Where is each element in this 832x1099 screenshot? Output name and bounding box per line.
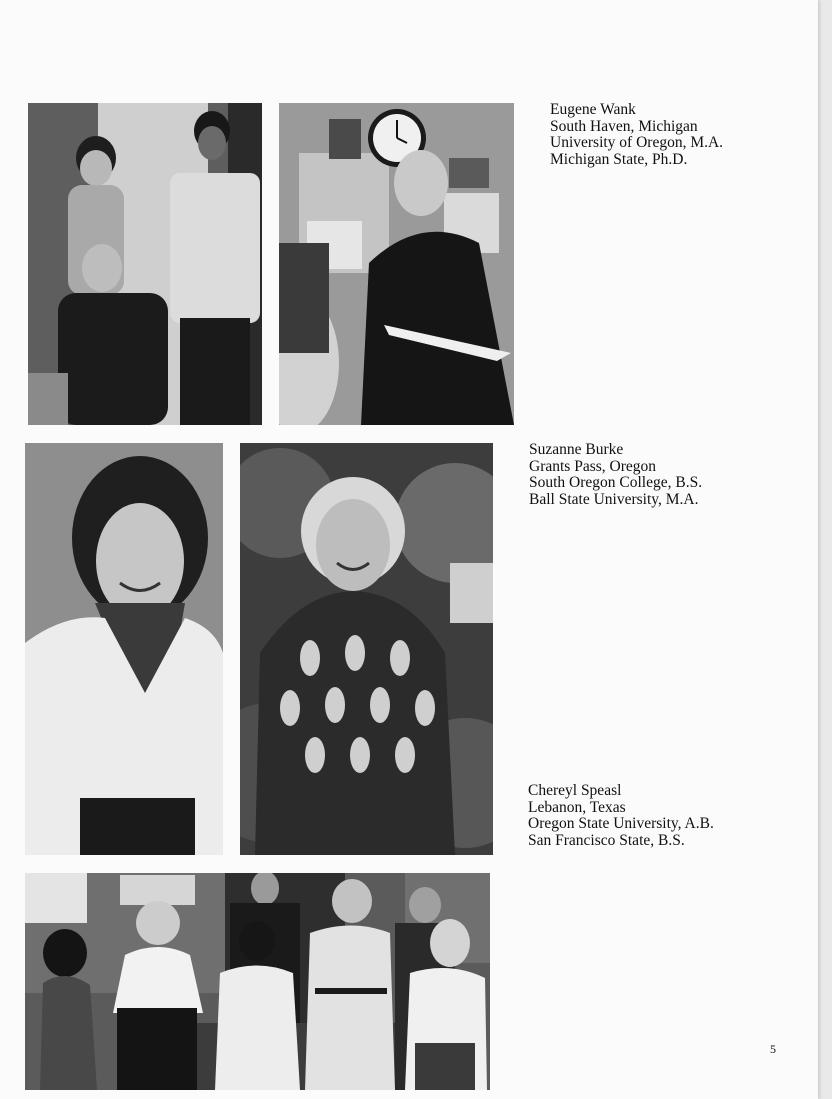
person-degree: University of Oregon, M.A. bbox=[550, 134, 724, 151]
person-degree: Michigan State, Ph.D. bbox=[550, 150, 688, 168]
photo-woman-with-scarf bbox=[25, 443, 223, 855]
photo-woman-in-patterned-sweater bbox=[240, 443, 493, 855]
person-hometown: South Haven, Michigan bbox=[550, 117, 698, 135]
caption-eugene-wank bbox=[550, 102, 723, 168]
caption-chereyl-speasl bbox=[528, 783, 714, 849]
page-number: 5 bbox=[770, 1042, 776, 1056]
photo-group-on-steps bbox=[25, 873, 490, 1090]
person-degree: Ball State University, M.A. bbox=[529, 490, 699, 508]
person-name: Eugene Wank bbox=[550, 101, 636, 118]
person-name: Chereyl Speasl bbox=[528, 782, 622, 799]
person-degree: Oregon State University, A.B. bbox=[528, 815, 714, 832]
photo-students-and-seated-man bbox=[28, 103, 262, 425]
photo-bearded-man-with-clock bbox=[279, 103, 514, 425]
person-name: Suzanne Burke bbox=[529, 441, 624, 458]
person-hometown: Lebanon, Texas bbox=[528, 798, 626, 816]
caption-suzanne-burke bbox=[529, 442, 702, 508]
person-hometown: Grants Pass, Oregon bbox=[529, 457, 656, 475]
person-degree: South Oregon College, B.S. bbox=[529, 474, 703, 491]
person-degree: San Francisco State, B.S. bbox=[528, 831, 685, 849]
